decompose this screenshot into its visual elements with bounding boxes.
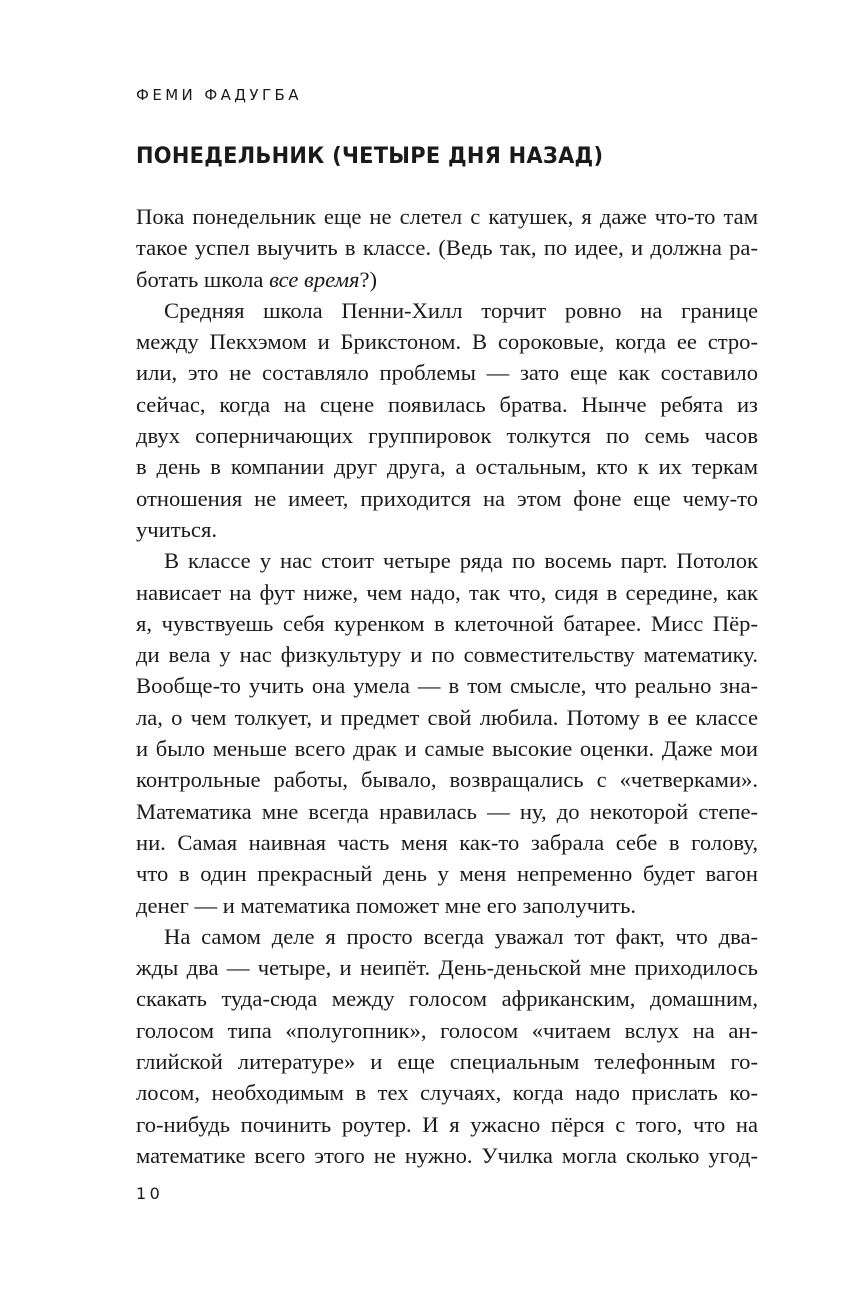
text-line: На самом деле я просто всегда уважал тот факт, что два- bbox=[164, 923, 758, 949]
text-line: ди вела у нас физкультуру и по совместительству математику. bbox=[136, 642, 758, 668]
emphasis-text: все время bbox=[269, 266, 360, 292]
text-line: го-нибудь починить роутер. И я ужасно пёрся с того, что на bbox=[136, 1111, 758, 1137]
text-line: и было меньше всего драк и самые высокие оценки. Даже мои bbox=[136, 736, 758, 762]
text-line: двух соперничающих группировок толкутся по семь часов bbox=[136, 423, 758, 449]
text-line: В классе у нас стоит четыре ряда по восемь парт. Потолок bbox=[164, 548, 758, 574]
text-line: я, чувствуешь себя куренком в клеточной батарее. Мисс Пёр- bbox=[136, 610, 758, 636]
text-line: ла, о чем толкует, и предмет свой любила. Потому в ее классе bbox=[136, 704, 758, 730]
text-line: жды два — четыре, и неипёт. День-деньской мне приходилось bbox=[136, 955, 758, 981]
text-line: такое успел выучить в классе. (Ведь так, по идее, и должна ра- bbox=[136, 235, 758, 261]
running-head-author: ФЕМИ ФАДУГБА bbox=[136, 86, 302, 104]
text-run: ?) bbox=[359, 266, 378, 292]
text-line: контрольные работы, бывало, возвращались с «четверками». bbox=[136, 767, 758, 793]
text-run: ботать школа bbox=[136, 266, 270, 292]
text-line: учиться. bbox=[136, 516, 217, 542]
text-line: Математика мне всегда нравилась — ну, до некоторой степе- bbox=[136, 798, 758, 824]
body-text bbox=[136, 201, 758, 1171]
page-number: 10 bbox=[136, 1184, 164, 1203]
text-line: математике всего этого не нужно. Училка могла сколько угод- bbox=[136, 1142, 758, 1168]
text-line: глийской литературе» и еще специальным телефонным го- bbox=[136, 1049, 758, 1075]
text-line: Вообще-то учить она умела — в том смысле, что реально зна- bbox=[136, 673, 758, 699]
chapter-title: ПОНЕДЕЛЬНИК (ЧЕТЫРЕ ДНЯ НАЗАД) bbox=[136, 143, 604, 169]
text-line: Средняя школа Пенни-Хилл торчит ровно на границе bbox=[164, 297, 758, 323]
text-line: нависает на фут ниже, чем надо, так что, сидя в середине, как bbox=[136, 579, 758, 605]
text-line: что в один прекрасный день у меня непременно будет вагон bbox=[136, 861, 758, 887]
text-line: в день в компании друг друга, а остальным, кто к их теркам bbox=[136, 454, 758, 480]
text-line: Пока понедельник еще не слетел с катушек, я даже что-то там bbox=[136, 204, 758, 229]
text-line: лосом, необходимым в тех случаях, когда надо прислать ко- bbox=[136, 1080, 758, 1106]
text-line: между Пекхэмом и Брикстоном. В сороковые, когда ее стро- bbox=[136, 329, 758, 355]
text-line bbox=[136, 264, 758, 295]
text-line: отношения не имеет, приходится на этом фоне еще чему-то bbox=[136, 485, 758, 511]
text-line: ни. Самая наивная часть меня как-то забрала себе в голову, bbox=[136, 829, 758, 855]
text-line: сейчас, когда на сцене появилась братва. Нынче ребята из bbox=[136, 391, 758, 417]
text-line: или, это не составляло проблемы — зато еще как составило bbox=[136, 360, 758, 386]
text-line: денег — и математика поможет мне его заполучить. bbox=[136, 892, 637, 918]
text-line: скакать туда-сюда между голосом африканским, домашним, bbox=[136, 986, 758, 1012]
text-line: голосом типа «полугопник», голосом «читаем вслух на ан- bbox=[136, 1017, 758, 1043]
